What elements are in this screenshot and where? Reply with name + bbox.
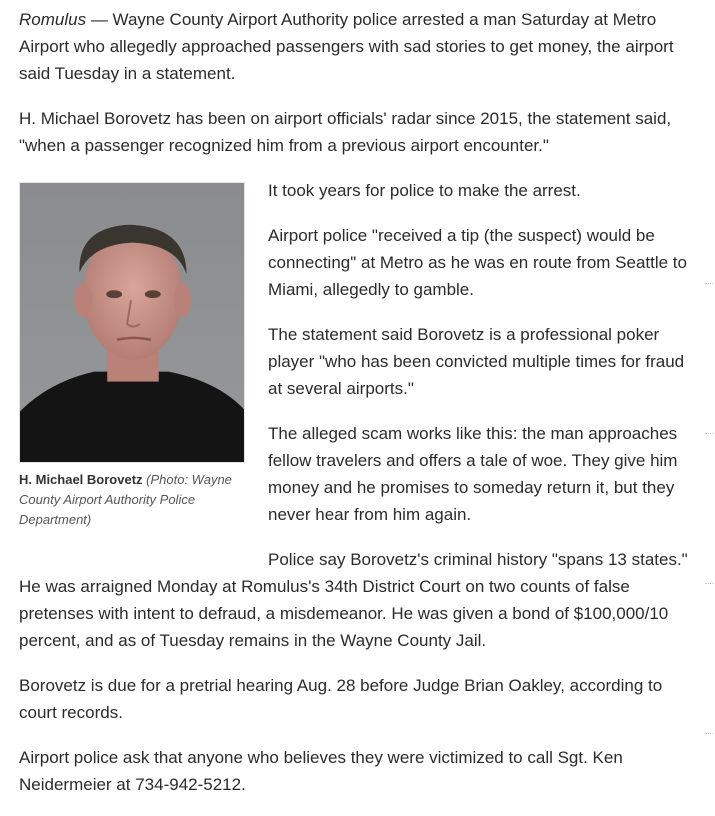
photo-caption xyxy=(19,470,245,530)
article-body xyxy=(19,6,697,816)
mugshot-photo[interactable] xyxy=(19,182,245,463)
edge-divider xyxy=(705,583,713,584)
photo-figure xyxy=(19,182,245,530)
paragraph-8: Borovetz is due for a pretrial hearing Aug. 28 before Judge Brian Oakley, according to court records. xyxy=(19,676,663,722)
lede-text: — Wayne County Airport Authority police arrested a man Saturday at Metro Airport who allegedly approached passengers with sad stories to get money, the airport said Tuesday in a statement. xyxy=(19,10,674,83)
paragraph-3: It took years for police to make the arrest. xyxy=(268,181,581,200)
paragraph-lede xyxy=(19,6,697,87)
caption-name: H. Michael Borovetz xyxy=(19,472,143,487)
paragraph-7: Police say Borovetz's criminal history "spans 13 states." He was arraigned Monday at Romulus's 34th District Court on two counts of false pretenses with intent to defraud, a misdemeanor. He was given a bond of $100,000/10 percent, and as of Tuesday remains in the Wayne County Jail. xyxy=(19,550,688,650)
paragraph-6: The alleged scam works like this: the man approaches fellow travelers and offers a tale of woe. They give him money and he promises to someday return it, but they never hear from him again. xyxy=(268,424,678,524)
caption-credit: (Photo: Wayne County Airport Authority Police Department) xyxy=(19,472,232,527)
paragraph-2: H. Michael Borovetz has been on airport officials' radar since 2015, the statement said, "when a passenger recognized him from a previous airport encounter." xyxy=(19,109,672,155)
dateline: Romulus xyxy=(19,10,87,29)
edge-divider xyxy=(705,733,713,734)
edge-divider xyxy=(705,283,713,284)
paragraph-4: Airport police "received a tip (the suspect) would be connecting" at Metro as he was en route from Seattle to Miami, allegedly to gamble. xyxy=(268,226,687,299)
paragraph-9: Airport police ask that anyone who believes they were victimized to call Sgt. Ken Neidermeier at 734-942-5212. xyxy=(19,748,623,794)
edge-divider xyxy=(705,433,713,434)
paragraph-5: The statement said Borovetz is a professional poker player "who has been convicted multiple times for fraud at several airports." xyxy=(268,325,685,398)
